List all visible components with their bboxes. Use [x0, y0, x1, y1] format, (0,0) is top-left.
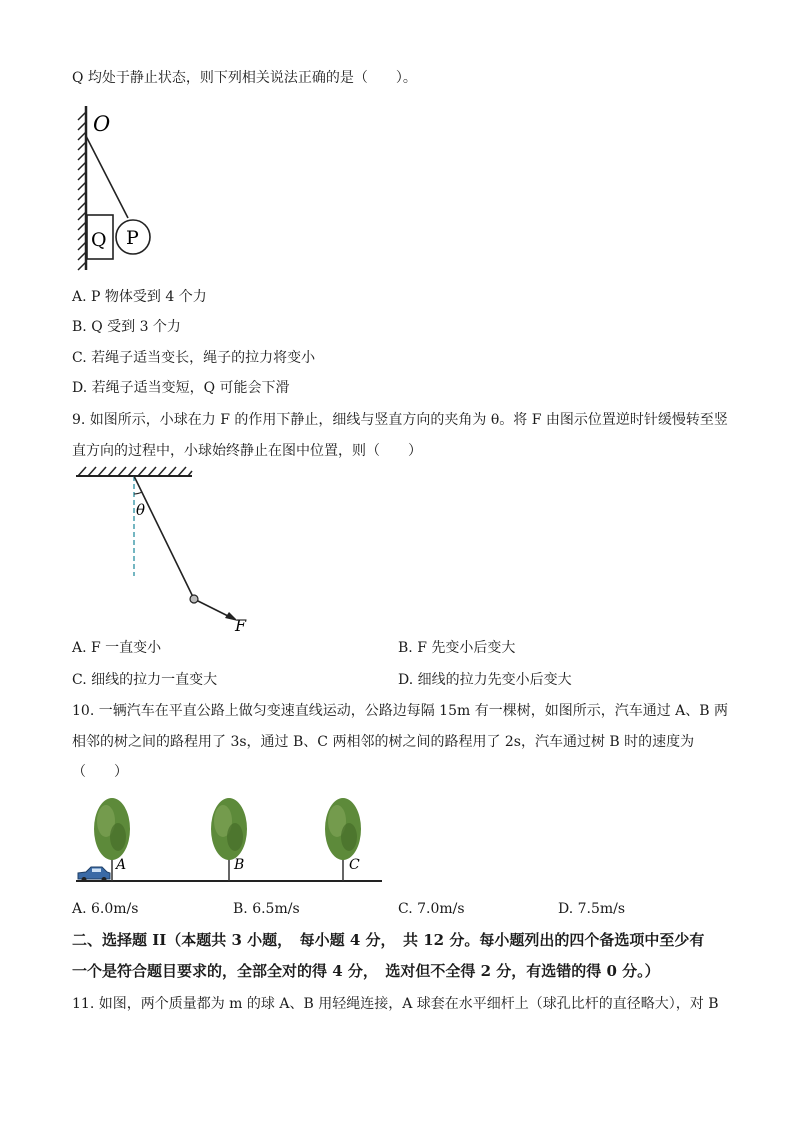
- force-arrow-line: [194, 599, 232, 618]
- q10-stem-line2: 相邻的树之间的路程用了 3s，通过 B、C 两相邻的树之间的路程用了 2s，汽车通过树 B 时的速度为: [72, 734, 695, 750]
- label-tree-a: A: [116, 857, 127, 873]
- q9-stem-line2: 直方向的过程中，小球始终静止在图中位置，则（ ）: [72, 443, 422, 459]
- car: [78, 867, 110, 882]
- ball: [190, 595, 198, 603]
- label-tree-b: B: [234, 857, 245, 873]
- q9-option-d: D. 细线的拉力先变小后变大: [398, 672, 572, 688]
- q10-option-a: A. 6.0m/s: [72, 901, 139, 917]
- label-f: F: [235, 616, 247, 635]
- q10-stem-line3: （ ）: [72, 764, 128, 780]
- label-tree-c: C: [349, 857, 360, 873]
- q10-figure: [72, 795, 384, 887]
- q8-figure: [70, 100, 170, 275]
- q9-option-b: B. F 先变小后变大: [398, 640, 516, 656]
- angle-arc: [134, 492, 142, 494]
- q8-option-c: C. 若绳子适当变长，绳子的拉力将变小: [72, 350, 316, 366]
- string: [134, 476, 194, 599]
- label-theta: θ: [136, 501, 146, 519]
- q11-stem-line1: 11. 如图，两个质量都为 m 的球 A、B 用轻绳连接，A 球套在水平细杆上（球孔比杆的直径略大），对 B: [72, 996, 719, 1012]
- label-p: P: [126, 227, 139, 249]
- ceiling-hatching: [78, 467, 192, 476]
- q9-stem-line1: 9. 如图所示，小球在力 F 的作用下静止，细线与竖直方向的夹角为 θ。将 F 由图示位置逆时针缓慢转至竖: [72, 412, 728, 428]
- q10-option-d: D. 7.5m/s: [558, 901, 626, 917]
- q9-figure: [72, 462, 262, 637]
- label-q: Q: [91, 229, 107, 251]
- q10-option-b: B. 6.5m/s: [233, 901, 300, 917]
- q10-option-c: C. 7.0m/s: [398, 901, 465, 917]
- label-o: O: [93, 112, 111, 136]
- q9-option-c: C. 细线的拉力一直变大: [72, 672, 218, 688]
- section2-heading-line2: 一个是符合题目要求的，全部全对的得 4 分， 选对但不全得 2 分，有选错的得 0 分。）: [72, 962, 660, 980]
- q9-option-a: A. F 一直变小: [72, 640, 162, 656]
- q10-stem-line1: 10. 一辆汽车在平直公路上做匀变速直线运动，公路边每隔 15m 有一棵树，如图所示，汽车通过 A、B 两: [72, 703, 729, 719]
- q8-option-a: A. P 物体受到 4 个力: [72, 289, 207, 305]
- q8-stem: Q 均处于静止状态，则下列相关说法正确的是（ ）。: [72, 70, 417, 86]
- section2-heading-line1: 二、选择题 II（本题共 3 小题， 每小题 4 分， 共 12 分。每小题列出的四个备选项中至少有: [72, 931, 705, 949]
- q8-option-b: B. Q 受到 3 个力: [72, 319, 181, 335]
- q8-option-d: D. 若绳子适当变短，Q 可能会下滑: [72, 380, 290, 396]
- rope: [86, 136, 128, 218]
